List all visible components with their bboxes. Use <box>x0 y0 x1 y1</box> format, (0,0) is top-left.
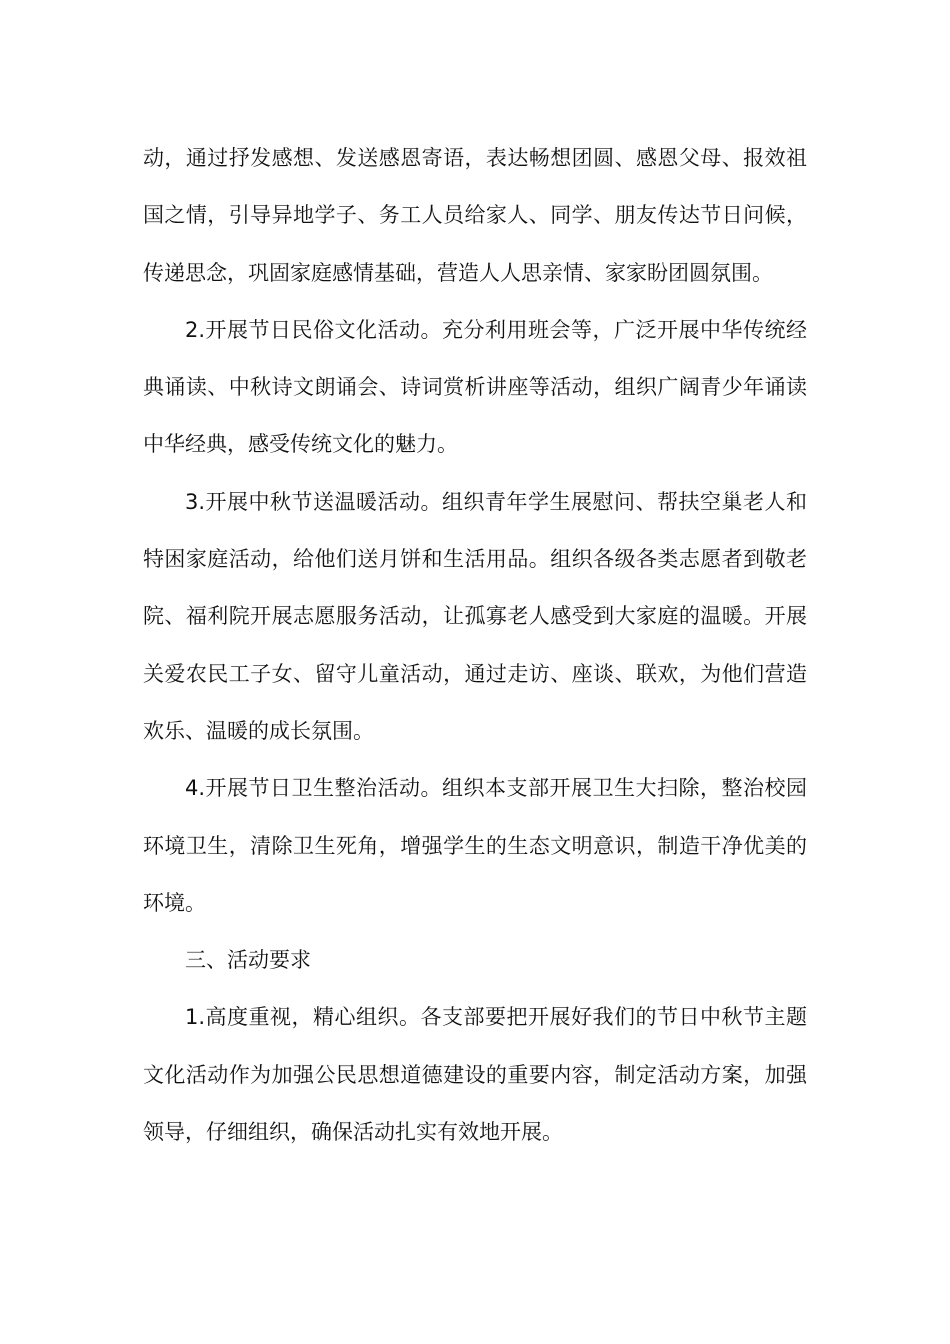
document-body <box>143 130 807 1161</box>
paragraph-continuation: 动，通过抒发感想、发送感恩寄语，表达畅想团圆、感恩父母、报效祖国之情，引导异地学子、务工人员给家人、同学、朋友传达节日问候，传递思念，巩固家庭感情基础，营造人人思亲情、家家盼团圆氛围。 <box>143 146 807 285</box>
paragraph-requirement-1: 1.高度重视，精心组织。各支部要把开展好我们的节日中秋节主题文化活动作为加强公民思想道德建设的重要内容，制定活动方案，加强领导，仔细组织，确保活动扎实有效地开展。 <box>143 1005 807 1145</box>
paragraph-item-3: 3.开展中秋节送温暖活动。组织青年学生展慰问、帮扶空巢老人和特困家庭活动，给他们送月饼和生活用品。组织各级各类志愿者到敬老院、福利院开展志愿服务活动，让孤寡老人感受到大家庭的温暖。开展关爱农民工子女、留守儿童活动，通过走访、座谈、联欢，为他们营造欢乐、温暖的成长氛围。 <box>143 489 807 743</box>
paragraph-item-2: 2.开展节日民俗文化活动。充分利用班会等，广泛开展中华传统经典诵读、中秋诗文朗诵会、诗词赏析讲座等活动，组织广阔青少年诵读中华经典，感受传统文化的魅力。 <box>143 317 807 457</box>
paragraph-item-4: 4.开展节日卫生整治活动。组织本支部开展卫生大扫除，整治校园环境卫生，清除卫生死角，增强学生的生态文明意识，制造干净优美的环境。 <box>143 776 807 915</box>
section-heading-requirements: 三、活动要求 <box>185 948 311 973</box>
